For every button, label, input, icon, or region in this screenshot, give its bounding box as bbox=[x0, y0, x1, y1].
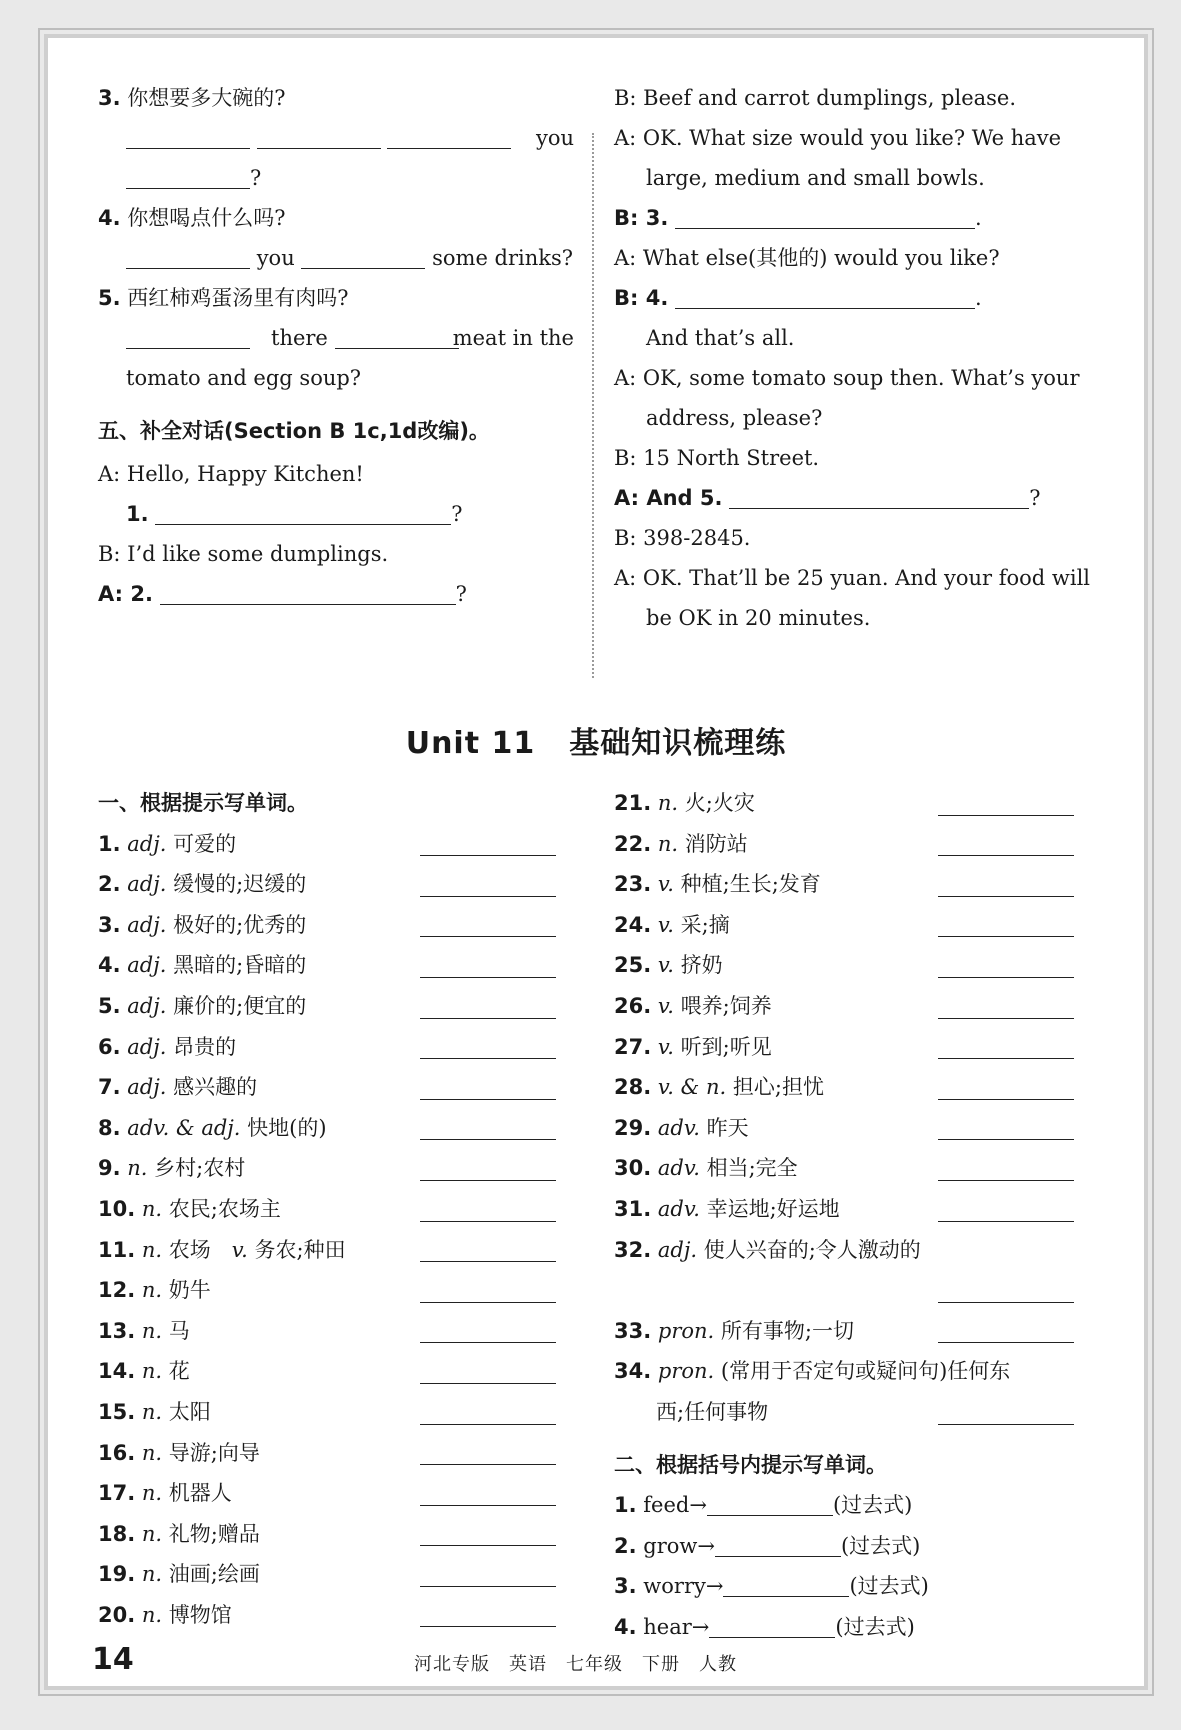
word-item: 12. n. 奶牛 bbox=[98, 1270, 556, 1311]
answer-blank[interactable] bbox=[709, 1609, 835, 1638]
word-item: 8. adv. & adj. 快地(的) bbox=[98, 1108, 556, 1149]
column-divider bbox=[592, 133, 594, 678]
question-5: 5. 西红柿鸡蛋汤里有肉吗? bbox=[98, 286, 349, 310]
word-form-item: 2. grow→ (过去式) bbox=[614, 1526, 1074, 1567]
answer-blank[interactable] bbox=[420, 896, 556, 897]
answer-blank[interactable] bbox=[126, 160, 250, 189]
answer-blank[interactable] bbox=[938, 1221, 1074, 1222]
word-item: 2. adj. 缓慢的;迟缓的 bbox=[98, 864, 556, 905]
answer-blank[interactable] bbox=[938, 1424, 1074, 1425]
answer-blank[interactable] bbox=[335, 320, 459, 349]
dialog-line: be OK in 20 minutes. bbox=[646, 606, 871, 630]
answer-blank[interactable] bbox=[938, 855, 1074, 856]
answer-blank[interactable] bbox=[675, 200, 975, 229]
dialog-line: And that’s all. bbox=[646, 326, 795, 350]
answer-blank[interactable] bbox=[420, 1626, 556, 1627]
word-item: 30. adv. 相当;完全 bbox=[614, 1148, 1074, 1189]
answer-blank[interactable] bbox=[420, 1180, 556, 1181]
dialog-line: A: Hello, Happy Kitchen! bbox=[98, 462, 364, 486]
unit-title: Unit 11 基础知识梳理练 bbox=[405, 726, 787, 761]
word-item: 4. adj. 黑暗的;昏暗的 bbox=[98, 945, 556, 986]
question-3: 3. 你想要多大碗的? bbox=[98, 86, 286, 110]
answer-blank[interactable] bbox=[938, 977, 1074, 978]
word-item-34: 34. pron. (常用于否定句或疑问句)任何东 bbox=[614, 1359, 1011, 1384]
word-item: 23. v. 种植;生长;发育 bbox=[614, 864, 1074, 905]
dialog-line: B: 398-2845. bbox=[614, 526, 751, 550]
word-item-32: 32. adj. 使人兴奋的;令人激动的 bbox=[614, 1237, 921, 1262]
answer-blank[interactable] bbox=[938, 1099, 1074, 1100]
word-form-item: 1. feed→ (过去式) bbox=[614, 1485, 1074, 1526]
answer-blank[interactable] bbox=[126, 320, 250, 349]
word-item: 26. v. 喂养;饲养 bbox=[614, 986, 1074, 1027]
word-item-32-blank bbox=[614, 1270, 1074, 1311]
dialog-line: A: OK, some tomato soup then. What’s your bbox=[614, 366, 1080, 390]
word-form-item: 3. worry→ (过去式) bbox=[614, 1566, 1074, 1607]
answer-blank[interactable] bbox=[420, 1018, 556, 1019]
answer-blank[interactable] bbox=[420, 1261, 556, 1262]
dialog-line: address, please? bbox=[646, 406, 823, 430]
word-item: 13. n. 马 bbox=[98, 1311, 556, 1352]
answer-blank[interactable] bbox=[126, 120, 250, 149]
answer-blank[interactable] bbox=[938, 1139, 1074, 1140]
dialog-line: large, medium and small bowls. bbox=[646, 166, 985, 190]
question-3-blanks-2: ? bbox=[98, 158, 574, 198]
page-number: 14 bbox=[92, 1642, 134, 1677]
word-item: 24. v. 采;摘 bbox=[614, 905, 1074, 946]
answer-blank[interactable] bbox=[420, 1302, 556, 1303]
dialog-blank-2: A: 2. ? bbox=[98, 574, 574, 614]
answer-blank[interactable] bbox=[420, 1139, 556, 1140]
question-5-blanks: there meat in the bbox=[98, 318, 574, 358]
word-item: 3. adj. 极好的;优秀的 bbox=[98, 905, 556, 946]
answer-blank[interactable] bbox=[420, 1221, 556, 1222]
word-item: 6. adj. 昂贵的 bbox=[98, 1027, 556, 1068]
answer-blank[interactable] bbox=[938, 896, 1074, 897]
word-item-33: 33. pron. 所有事物;一切 bbox=[614, 1311, 1074, 1352]
answer-blank[interactable] bbox=[715, 1528, 841, 1557]
answer-blank[interactable] bbox=[420, 1545, 556, 1546]
answer-blank[interactable] bbox=[420, 1342, 556, 1343]
word-list-left bbox=[98, 824, 556, 1636]
answer-blank[interactable] bbox=[729, 480, 1029, 509]
word-item: 21. n. 火;火灾 bbox=[614, 783, 1074, 824]
answer-blank[interactable] bbox=[420, 1058, 556, 1059]
word-item: 10. n. 农民;农场主 bbox=[98, 1189, 556, 1230]
dialog-line: A: What else(其他的) would you like? bbox=[614, 246, 1000, 270]
word-item: 27. v. 听到;听见 bbox=[614, 1027, 1074, 1068]
top-left-column bbox=[98, 78, 574, 614]
dialog-line: A: OK. That’ll be 25 yuan. And your food will bbox=[614, 566, 1091, 590]
footer-text: 河北专版 英语 七年级 下册 人教 bbox=[414, 1654, 737, 1675]
question-3-blanks: you bbox=[98, 118, 574, 158]
answer-blank[interactable] bbox=[420, 1383, 556, 1384]
word-item: 9. n. 乡村;农村 bbox=[98, 1148, 556, 1189]
answer-blank[interactable] bbox=[723, 1568, 849, 1597]
answer-blank[interactable] bbox=[938, 1058, 1074, 1059]
answer-blank[interactable] bbox=[938, 936, 1074, 937]
word-item: 14. n. 花 bbox=[98, 1351, 556, 1392]
answer-blank[interactable] bbox=[301, 240, 425, 269]
dialog-line: B: I’d like some dumplings. bbox=[98, 542, 389, 566]
answer-blank[interactable] bbox=[257, 120, 381, 149]
answer-blank[interactable] bbox=[155, 496, 451, 525]
page-footer bbox=[92, 1644, 1092, 1684]
word-item: 29. adv. 昨天 bbox=[614, 1108, 1074, 1149]
word-item: 5. adj. 廉价的;便宜的 bbox=[98, 986, 556, 1027]
answer-blank[interactable] bbox=[387, 120, 511, 149]
answer-blank[interactable] bbox=[420, 1505, 556, 1506]
word-item: 19. n. 油画;绘画 bbox=[98, 1554, 556, 1595]
word-form-item: 4. hear→ (过去式) bbox=[614, 1607, 1074, 1648]
word-item: 11. n. 农场 v. 务农;种田 bbox=[98, 1230, 556, 1271]
vocab-right-column bbox=[614, 783, 1074, 1647]
question-5-cont: tomato and egg soup? bbox=[126, 366, 362, 390]
word-item: 16. n. 导游;向导 bbox=[98, 1433, 556, 1474]
word-list-right bbox=[614, 783, 1074, 1230]
dialog-line: B: 15 North Street. bbox=[614, 446, 820, 470]
dialog-line: B: Beef and carrot dumplings, please. bbox=[614, 86, 1017, 110]
dialog-blank-3: B: 3. . bbox=[614, 198, 1094, 238]
word-item: 28. v. & n. 担心;担忧 bbox=[614, 1067, 1074, 1108]
word-item: 1. adj. 可爱的 bbox=[98, 824, 556, 865]
answer-blank[interactable] bbox=[675, 280, 975, 309]
top-right-column bbox=[614, 78, 1094, 638]
answer-blank[interactable] bbox=[420, 1424, 556, 1425]
answer-blank[interactable] bbox=[126, 240, 250, 269]
answer-blank[interactable] bbox=[707, 1487, 833, 1516]
answer-blank[interactable] bbox=[420, 1099, 556, 1100]
section-1-title: 一、根据提示写单词。 bbox=[98, 791, 308, 815]
word-item: 17. n. 机器人 bbox=[98, 1473, 556, 1514]
vocab-left-column bbox=[98, 783, 556, 1635]
word-item: 25. v. 挤奶 bbox=[614, 945, 1074, 986]
word-item: 20. n. 博物馆 bbox=[98, 1595, 556, 1636]
word-item: 7. adj. 感兴趣的 bbox=[98, 1067, 556, 1108]
dialog-blank-4: B: 4. . bbox=[614, 278, 1094, 318]
workbook-page bbox=[48, 38, 1144, 1686]
word-item: 22. n. 消防站 bbox=[614, 824, 1074, 865]
word-item: 15. n. 太阳 bbox=[98, 1392, 556, 1433]
word-item: 18. n. 礼物;赠品 bbox=[98, 1514, 556, 1555]
question-4: 4. 你想喝点什么吗? bbox=[98, 206, 286, 230]
word-item: 31. adv. 幸运地;好运地 bbox=[614, 1189, 1074, 1230]
word-forms-list bbox=[614, 1485, 1074, 1647]
section-2-title: 二、根据括号内提示写单词。 bbox=[614, 1452, 887, 1477]
answer-blank[interactable] bbox=[420, 855, 556, 856]
answer-blank[interactable] bbox=[420, 1464, 556, 1465]
word-item-34-cont: 西;任何事物 bbox=[614, 1392, 1074, 1433]
section-5-title: 五、补全对话(Section B 1c,1d改编)。 bbox=[98, 419, 490, 443]
question-4-blanks: you some drinks? bbox=[98, 238, 574, 278]
answer-blank[interactable] bbox=[938, 815, 1074, 816]
answer-blank[interactable] bbox=[938, 1342, 1074, 1343]
answer-blank[interactable] bbox=[420, 1586, 556, 1587]
answer-blank[interactable] bbox=[160, 576, 456, 605]
answer-blank[interactable] bbox=[420, 977, 556, 978]
dialog-blank-1: 1. ? bbox=[98, 494, 574, 534]
dialog-blank-5: A: And 5. ? bbox=[614, 478, 1094, 518]
answer-blank[interactable] bbox=[938, 1302, 1074, 1303]
answer-blank[interactable] bbox=[938, 1180, 1074, 1181]
dialog-line: A: OK. What size would you like? We have bbox=[614, 126, 1062, 150]
answer-blank[interactable] bbox=[420, 936, 556, 937]
answer-blank[interactable] bbox=[938, 1018, 1074, 1019]
